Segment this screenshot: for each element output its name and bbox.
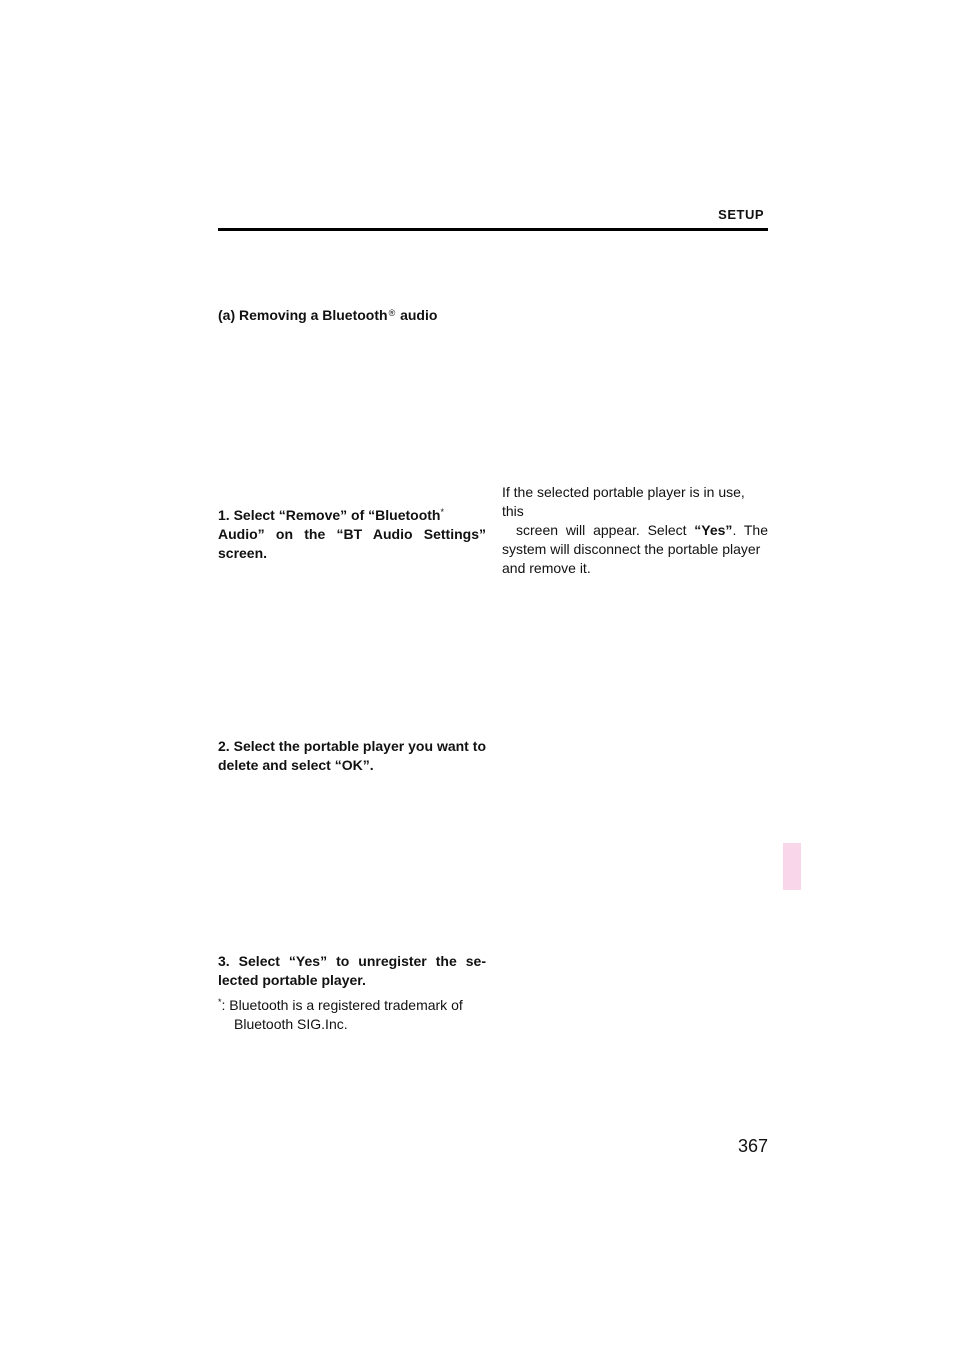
right-line-3: system will disconnect the portable player — [502, 541, 761, 557]
section-heading-suffix: audio — [396, 307, 438, 323]
section-heading-prefix: (a) Removing a Bluetooth — [218, 307, 388, 323]
section-header-label: SETUP — [718, 207, 764, 222]
footnote-line-1: : Bluetooth is a registered trademark of — [221, 997, 463, 1013]
footnote-line-2: Bluetooth SIG.Inc. — [234, 1016, 348, 1032]
right-column-paragraph — [502, 483, 768, 578]
footnote-asterisk: * — [218, 997, 222, 1007]
footnote — [218, 993, 486, 1034]
right-line-1: If the selected portable player is in use, this — [502, 484, 745, 519]
step-1-text-a: 1. Select “Remove” of “Bluetooth — [218, 507, 441, 523]
page-number: 367 — [737, 1136, 768, 1156]
step-1-text-b: Audio” on the “BT Audio Settings” screen. — [218, 526, 486, 561]
registered-mark: ® — [388, 308, 396, 318]
step-1 — [218, 503, 486, 563]
chapter-tab-marker — [783, 843, 801, 890]
step-3: 3. Select “Yes” to unregister the se-lected portable player. — [218, 953, 486, 988]
step-2: 2. Select the portable player you want to delete and select “OK”. — [218, 738, 486, 773]
step-1-asterisk: * — [440, 507, 444, 517]
right-line-4: and remove it. — [502, 560, 591, 576]
yes-emphasis: “Yes” — [694, 522, 733, 538]
right-line-2-b: . The — [732, 522, 769, 538]
right-line-2 — [502, 521, 768, 540]
section-heading — [218, 307, 437, 323]
header-rule — [218, 228, 768, 231]
right-line-2-a: screen will appear. Select — [516, 522, 695, 538]
